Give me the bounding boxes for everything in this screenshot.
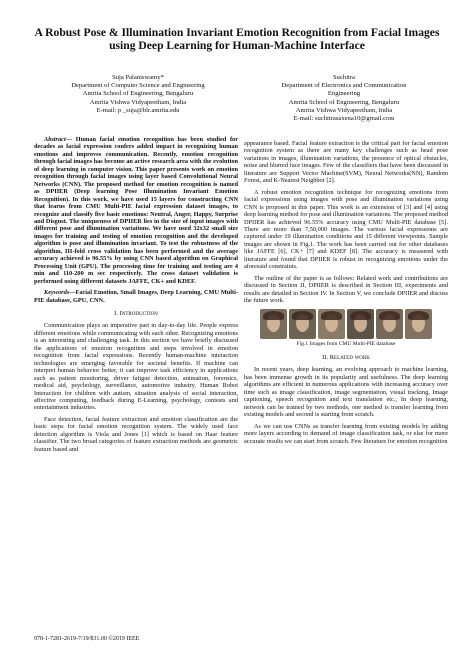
author-block-1 — [38, 74, 238, 115]
author-school: Amrita School of Engineering, Bengaluru — [82, 90, 194, 98]
abstract-label: Abstract— — [44, 136, 72, 143]
body-paragraph: A robust emotion recognition technique for recognizing emotions from facial expressions using images with pose and illumination variations using CNN is proposed in this paper. This work is an extension of [3] and [4] using deep learning method for pose and illumination variations. The proposed method DPIIER has achieved 96.55% accuracy using CMU Multi-PIE database [5]. There are more than 7,50,000 images. The various facial expressions are captured under 19 illumination conditions and 15 different viewpoints. Sample images are shown in Fig.1. The work has been carried out for other databases like JAFFE [6], CK+ [7] and KDEF [8]. The accuracy is measured with literature and found that DPIIER is robust in recognizing emotions under the aforesaid constraints. — [244, 188, 448, 271]
section-heading-introduction: I. Introduction — [114, 309, 158, 317]
body-paragraph: The outline of the paper is as follows: Related work and contributions are discussed in Section II, DPIIER is described in Section III, experiments and results are detailed in Section IV. In Section V, we conclude DPIIER and discuss the future work. — [244, 274, 448, 305]
face-image — [260, 309, 287, 339]
author-name: Suchitra — [333, 74, 355, 81]
author-department-cont: Engineering — [327, 90, 361, 98]
paper-title: A Robust Pose & Illumination Invariant Emotion Recognition from Facial Images using Deep Learning for Human-Machine Interface — [34, 26, 440, 52]
figure-face-images — [244, 309, 448, 339]
footer-copyright: 978-1-7281-2619-7/19/$31.00 ©2019 IEEE — [34, 636, 140, 642]
section-heading-related-work: II. Related work — [322, 353, 370, 361]
body-paragraph: appearance based. Facial feature extraction is the critical part for facial emotion recognition system as there are many key challenges such as head pose variations in images, illumination variations, the presence of optical obstacles, noise and blurred face images. Few of the classifiers that have been discussed in literature are Support Vector Machine(SVM), Neural Networks(NN), Random Forest, and K-Nearest Neighbor [2]. — [244, 140, 448, 185]
face-image — [347, 309, 374, 339]
keywords-text: Facial Emotion, Small Images, Deep Learning, CMU Multi-PIE database, GPU, CNN. — [34, 289, 238, 304]
face-image — [289, 309, 316, 339]
related-paragraph: In recent years, deep learning, an evolving approach to machine learning, has been immense growth in its popularity and usefulness. The deep learning algorithms are efficient in numerous applications with increasing accuracy over time such as image classification, image segmentation, visual tracking, Image captioning, speech recognition and text translation etc., In deep learning, network can be trained by two methods, one method is transfer learning from existing models and second is starting from scratch. — [244, 366, 448, 419]
author-name: Suja Palaniswamy* — [112, 74, 164, 81]
face-image — [405, 309, 432, 339]
author-school: Amrita School of Engineering, Bengaluru — [288, 98, 400, 106]
author-block-2 — [244, 74, 444, 123]
figure-caption: Fig.1 Images from CMU Multi-PIE database — [296, 340, 396, 347]
keywords — [34, 289, 238, 304]
author-department: Department of Electronics and Communication — [281, 82, 407, 90]
author-email: E-mail: suchitrasaxena10@gmail.com — [293, 115, 395, 123]
intro-paragraph: Face detection, facial feature extraction and emotion classification are the basic steps for facial emotion recognition system. The widely used face detection algorithm is Viola and Jones [1] which is based on Haar feature classifier. The two broad categories of feature extraction methods are geometric feature based and — [34, 415, 238, 453]
author-department: Department of Computer Science and Engineering — [71, 82, 205, 90]
right-column — [244, 140, 448, 449]
author-university: Amrita Vishwa Vidyapeetham, India — [295, 106, 393, 114]
keywords-label: Keywords— — [44, 289, 76, 297]
face-image — [376, 309, 403, 339]
author-email: E-mail: p _suja@blr.amrita.edu — [96, 106, 180, 114]
related-paragraph: As we can use CNNs as transfer learning from existing models by adding more layers according to demand of image classification task, or else for more accurate results we can start from scratch. Few literature for emotion recognition — [244, 422, 448, 445]
abstract-text: Human facial emotion recognition has been studied for decades as facial expression confers added impact in recognizing human emotions and improves communication. Recently, emotion recognition through facial images has become an active research area with the evolution of deep learning in computer vision. This paper presents work on emotion recognition through facial images using layer based Convolutional Neural Networks (CNN). The proposed method for emotion recognition is named as DPIIER (Deep learning Pose Illumination Invariant Emotion Recognition). In this work, we have used 15 layers for constructing CNN that learns from CMU Multi-PIE facial expression dataset images, to recognize and classify five basic emotions: Neutral, Anger, Happy, Surprise and Disgust. The uniqueness of DPIIER lies in the size of input images with different pose and illumination variations. We have used 32x32 small size images for training and testing of emotion recognition and the developed algorithm is pose and illumination invariant. To test the robustness of the algorithm, III-fold cross validation has been performed and the average accuracy achieved is 96.55% by using CNN based algorithm on Graphical Processing Unit (GPU). The processing time for training and testing are 4 min and 110-200 m sec respectively. The cross dataset validation is performed using different datasets JAFFE, CK+ and KDEF. — [34, 136, 238, 285]
left-column — [34, 136, 238, 457]
intro-paragraph: Communication plays an imperative part in day-to-day life. People express different emotions while communicating with each other. Recognizing emotions is an interesting and challenging task. In this section we have briefly discussed the applications of emotion recognition and steps involved in emotion recognition from facial expressions. Recently human-machine interaction technologies are emerging favorable for societal benefits. If machine can interpret human behavior better, it can improve task efficiency in applications such as patient monitoring, driver fatigue detection, animation, forensics, medical aid, psychology, surveillance, automotive industry, Human Robot Interaction for children with autism, situation analysis of social interaction, affective computing, feedback during E-Learning, psychology, contests and entertainment industries. — [34, 322, 238, 412]
face-image — [318, 309, 345, 339]
author-university: Amrita Vishwa Vidyapeetham, India — [89, 98, 187, 106]
abstract — [34, 136, 238, 285]
